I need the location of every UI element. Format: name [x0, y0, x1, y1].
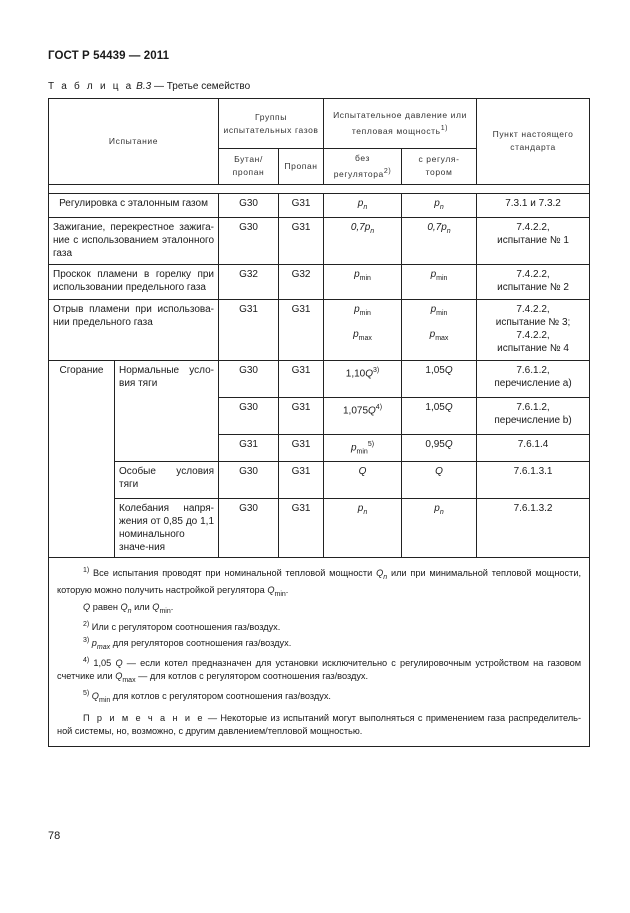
row-gas2-cell: G31	[279, 434, 324, 461]
row-p2-cell: Q	[402, 462, 477, 499]
col-test-header: Испытание	[49, 99, 219, 185]
row-p1-cell: $1,10Q^{3)}$	[324, 360, 402, 397]
voltage-cell: Колебания напря-жения от 0,85 до 1,1 номинального значе-ния	[115, 499, 219, 558]
row-p1-cell: $p_n$	[324, 499, 402, 558]
row-p1-cell: $1,075Q^{4)}$	[324, 397, 402, 434]
row-clause-cell: 7.6.1.2, перечисление а)	[477, 360, 590, 397]
row-p2-cell: $p_n$	[402, 499, 477, 558]
row-p1-cell: $p_{min}$	[324, 264, 402, 299]
table-row	[49, 217, 590, 264]
row-p1-cell: $p_{min}$ $p_{max}$	[324, 299, 402, 360]
row-gas1-cell: G30	[219, 397, 279, 434]
row-p2-cell: $p_{min}$	[402, 264, 477, 299]
row-gas1-cell: G31	[219, 299, 279, 360]
combustion-label-cell: Сгорание	[49, 360, 115, 557]
caption-dash: —	[153, 81, 167, 92]
row-p2-cell: 1,05Q	[402, 360, 477, 397]
row-clause-cell: 7.6.1.2, перечисление b)	[477, 397, 590, 434]
row-clause-cell: 7.6.1.3.2	[477, 499, 590, 558]
row-clause-cell: 7.6.1.4	[477, 434, 590, 461]
table-row	[49, 299, 590, 360]
footnote-1b: Q равен $Q_n$ или $Q_{min}$.	[83, 601, 174, 615]
row-gas2-cell: G32	[279, 264, 324, 299]
footnote-4: $^{4)}$ 1,05 Q — если котел предназначен для установки исключительно с регулировочным устройством на газовом счетчике или $Q_{max}$ — для котлов с регулятором соотношения газ/воздух.	[57, 656, 582, 684]
row-p1-cell: $p_{min}^{5)}$	[324, 434, 402, 461]
caption-title: Третье семейство	[166, 81, 251, 92]
row-p1-cell: Q	[324, 462, 402, 499]
row-test-cell: Отрыв пламени при использова-нии предельного газа	[49, 299, 219, 360]
notes-cell	[49, 558, 590, 747]
row-clause-cell: 7.3.1 и 7.3.2	[477, 193, 590, 217]
row-gas1-cell: G30	[219, 462, 279, 499]
row-clause-cell: 7.4.2.2, испытание № 2	[477, 264, 590, 299]
row-p2-cell: $p_{min}$ $p_{max}$	[402, 299, 477, 360]
row-gas1-cell: G31	[219, 434, 279, 461]
row-test-cell: Регулировка с эталонным газом	[49, 193, 219, 217]
row-gas1-cell: G30	[219, 499, 279, 558]
col-propane-header: Пропан	[279, 149, 324, 185]
row-p2-cell: $p_n$	[402, 193, 477, 217]
row-clause-cell: 7.4.2.2, испытание № 1	[477, 217, 590, 264]
row-gas2-cell: G31	[279, 193, 324, 217]
footnote-1: $^{1)}$ Все испытания проводят при номинальной тепловой мощности $Q_n$ или при минимальной тепловой мощности, которую можно получить настройкой регулятора $Q_{min}$.	[57, 567, 581, 598]
test-table	[48, 98, 590, 747]
table-row	[49, 264, 590, 299]
row-gas2-cell: G31	[279, 397, 324, 434]
table-row	[49, 360, 590, 397]
row-p1-cell: $p_n$	[324, 193, 402, 217]
row-clause-cell: 7.4.2.2, испытание № 3; 7.4.2.2, испытание № 4	[477, 299, 590, 360]
row-clause-cell: 7.6.1.3.1	[477, 462, 590, 499]
notes-row	[49, 558, 590, 747]
separator-row	[49, 184, 590, 193]
footnote-5: $^{5)}$ $Q_{min}$ для котлов с регулятором соотношения газ/воздух.	[83, 689, 331, 704]
row-test-cell: Проскок пламени в горелку при использовании предельного газа	[49, 264, 219, 299]
row-gas2-cell: G31	[279, 360, 324, 397]
document-header: ГОСТ Р 54439 — 2011	[48, 50, 170, 62]
row-gas2-cell: G31	[279, 217, 324, 264]
col-clause-header: Пункт настоящего стандарта	[477, 99, 590, 185]
caption-prefix: Т а б л и ц а	[48, 81, 134, 92]
col-gas-groups-header: Группы испытательных газов	[219, 99, 324, 149]
table-note: П р и м е ч а н и е — Некоторые из испытаний могут выполняться с применением газа распределитель-ной системы, но, возможно, с другим давлением/тепловой мощностью.	[57, 713, 582, 737]
row-gas1-cell: G30	[219, 193, 279, 217]
table-row	[49, 462, 590, 499]
table-row	[49, 499, 590, 558]
normal-draft-cell: Нормальные усло-вия тяги	[115, 360, 219, 461]
row-gas2-cell: G31	[279, 499, 324, 558]
col-without-reg-header: без регулятора$^{2)}$	[324, 149, 402, 185]
row-gas2-cell: G31	[279, 299, 324, 360]
row-gas2-cell: G31	[279, 462, 324, 499]
table-caption	[48, 81, 250, 92]
row-p2-cell: $0,7p_n$	[402, 217, 477, 264]
row-gas1-cell: G32	[219, 264, 279, 299]
row-gas1-cell: G30	[219, 217, 279, 264]
row-p1-cell: $0,7p_n$	[324, 217, 402, 264]
page-number: 78	[48, 830, 61, 842]
row-p2-cell: 1,05Q	[402, 397, 477, 434]
row-test-cell: Зажигание, перекрестное зажига-ние с использованием эталонного газа	[49, 217, 219, 264]
col-butane-header: Бутан/пропан	[219, 149, 279, 185]
footnote-2: $^{2)}$ Или с регулятором соотношения газ/воздух.	[83, 620, 281, 632]
table-row	[49, 193, 590, 217]
footnote-3: $^{3)}$ $p_{max}$ для регуляторов соотношения газ/воздух.	[83, 636, 292, 651]
special-draft-cell: Особые условия тяги	[115, 462, 219, 499]
col-pressure-header: Испытательное давление или тепловая мощность$^{1)}$	[324, 99, 477, 149]
caption-number: В.3	[136, 81, 152, 92]
row-p2-cell: 0,95Q	[402, 434, 477, 461]
col-with-reg-header: с регуля-тором	[402, 149, 477, 185]
row-gas1-cell: G30	[219, 360, 279, 397]
header-row-1	[49, 99, 590, 149]
